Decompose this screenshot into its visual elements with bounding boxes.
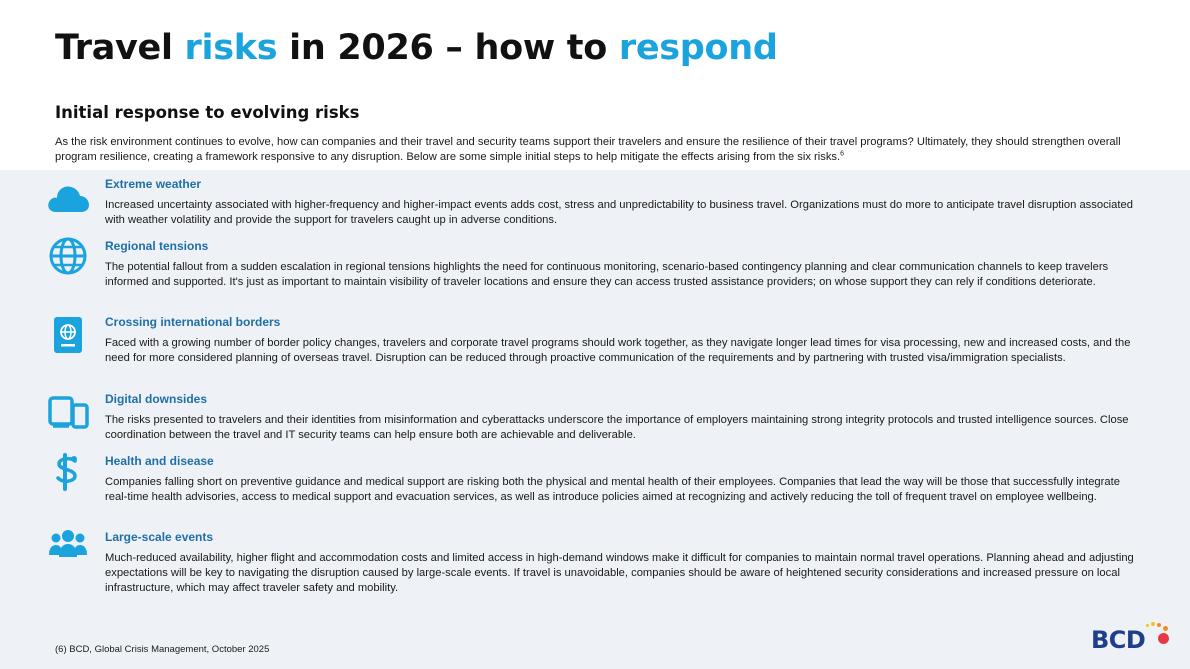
globe-icon [46, 236, 90, 276]
risk-heading: Crossing international borders [105, 315, 281, 329]
risk-heading: Large-scale events [105, 530, 214, 544]
risk-body: The risks presented to travelers and their identities from misinformation and cyberattacks underscore the importance of employers maintaining strong integrity protocols and trusted intelligence sources. Close coordination between the travel and IT security teams can help ensure both are achievable and deliverable. [105, 414, 1129, 441]
logo-dot-orange-2 [1157, 623, 1161, 627]
cloud-icon [46, 177, 90, 217]
title-accent-risks: risks [184, 28, 278, 68]
risk-heading: Regional tensions [105, 239, 209, 253]
intro-paragraph: As the risk environment continues to evolve, how can companies and their travel and security teams support their travelers and ensure the resilience of their travel programs? Ultimately, they should strengthen overall program resilience, creating a framework responsive to any disruption. Below are some simple initial steps to help mitigate the effects arising from the six risks.$^6$ [55, 136, 1121, 163]
footnote-ref: 6 [840, 150, 845, 158]
risk-body: Increased uncertainty associated with higher-frequency and higher-impact events adds cost, stress and unpredictability to business travel. Organizations must do more to anticipate travel disruption associated with weather volatility and provide the support for travelers caught up in adverse conditions. [105, 199, 1133, 226]
logo-text: BCD [1091, 626, 1146, 654]
passport-icon [46, 315, 90, 355]
risk-heading: Digital downsides [105, 392, 208, 406]
page-title: Travel risks in 2026 – how to respond [55, 28, 778, 68]
risk-heading: Extreme weather [105, 177, 202, 191]
group-icon [46, 524, 90, 564]
risk-heading: Health and disease [105, 454, 214, 468]
devices-icon [46, 392, 90, 432]
title-accent-respond: respond [618, 28, 778, 68]
risk-body: Companies falling short on preventive guidance and medical support are risking both the physical and mental health of their employees. Companies that lead the way will be those that successfully integrate real-time health advisories, access to medical support and evacuation services, as well as introduce policies aimed at recognizing and actively reducing the toll of frequent travel on employee wellbeing. [105, 476, 1120, 503]
logo-dot-yellow-2 [1146, 624, 1149, 627]
risk-body: Faced with a growing number of border policy changes, travelers and corporate travel programs should work together, as they navigate longer lead times for visa processing, new and increased costs, and the need for more considered planning of overseas travel. Disruption can be reduced through proactive communication of the requirements and by partnering with trusted visa/immigration specialists. [105, 337, 1131, 364]
logo-dot-orange-1 [1163, 626, 1168, 631]
logo-dot-red [1158, 633, 1169, 644]
footnote: (6) BCD, Global Crisis Management, October 2025 [55, 644, 270, 655]
logo-dot-yellow-1 [1151, 622, 1155, 626]
bcd-logo [1091, 620, 1171, 654]
medical-icon [46, 452, 90, 492]
section-subtitle: Initial response to evolving risks [55, 103, 360, 122]
risk-body: Much-reduced availability, higher flight and accommodation costs and limited access in high-demand windows make it difficult for companies to maintain normal travel operations. Planning ahead and adjusting expectations will be key to navigating the disruption caused by large-scale events. If travel is unavoidable, companies should be aware of heightened security considerations and increased pressure on local infrastructure, which may affect traveler safety and mobility. [105, 552, 1134, 594]
risk-body: The potential fallout from a sudden escalation in regional tensions highlights the need for continuous monitoring, scenario-based contingency planning and clear communication channels to keep travelers informed and supported. It's just as important to maintain visibility of traveler locations and ensure they can access trusted assistance providers; on whose support they can rely if conditions deteriorate. [105, 261, 1109, 288]
